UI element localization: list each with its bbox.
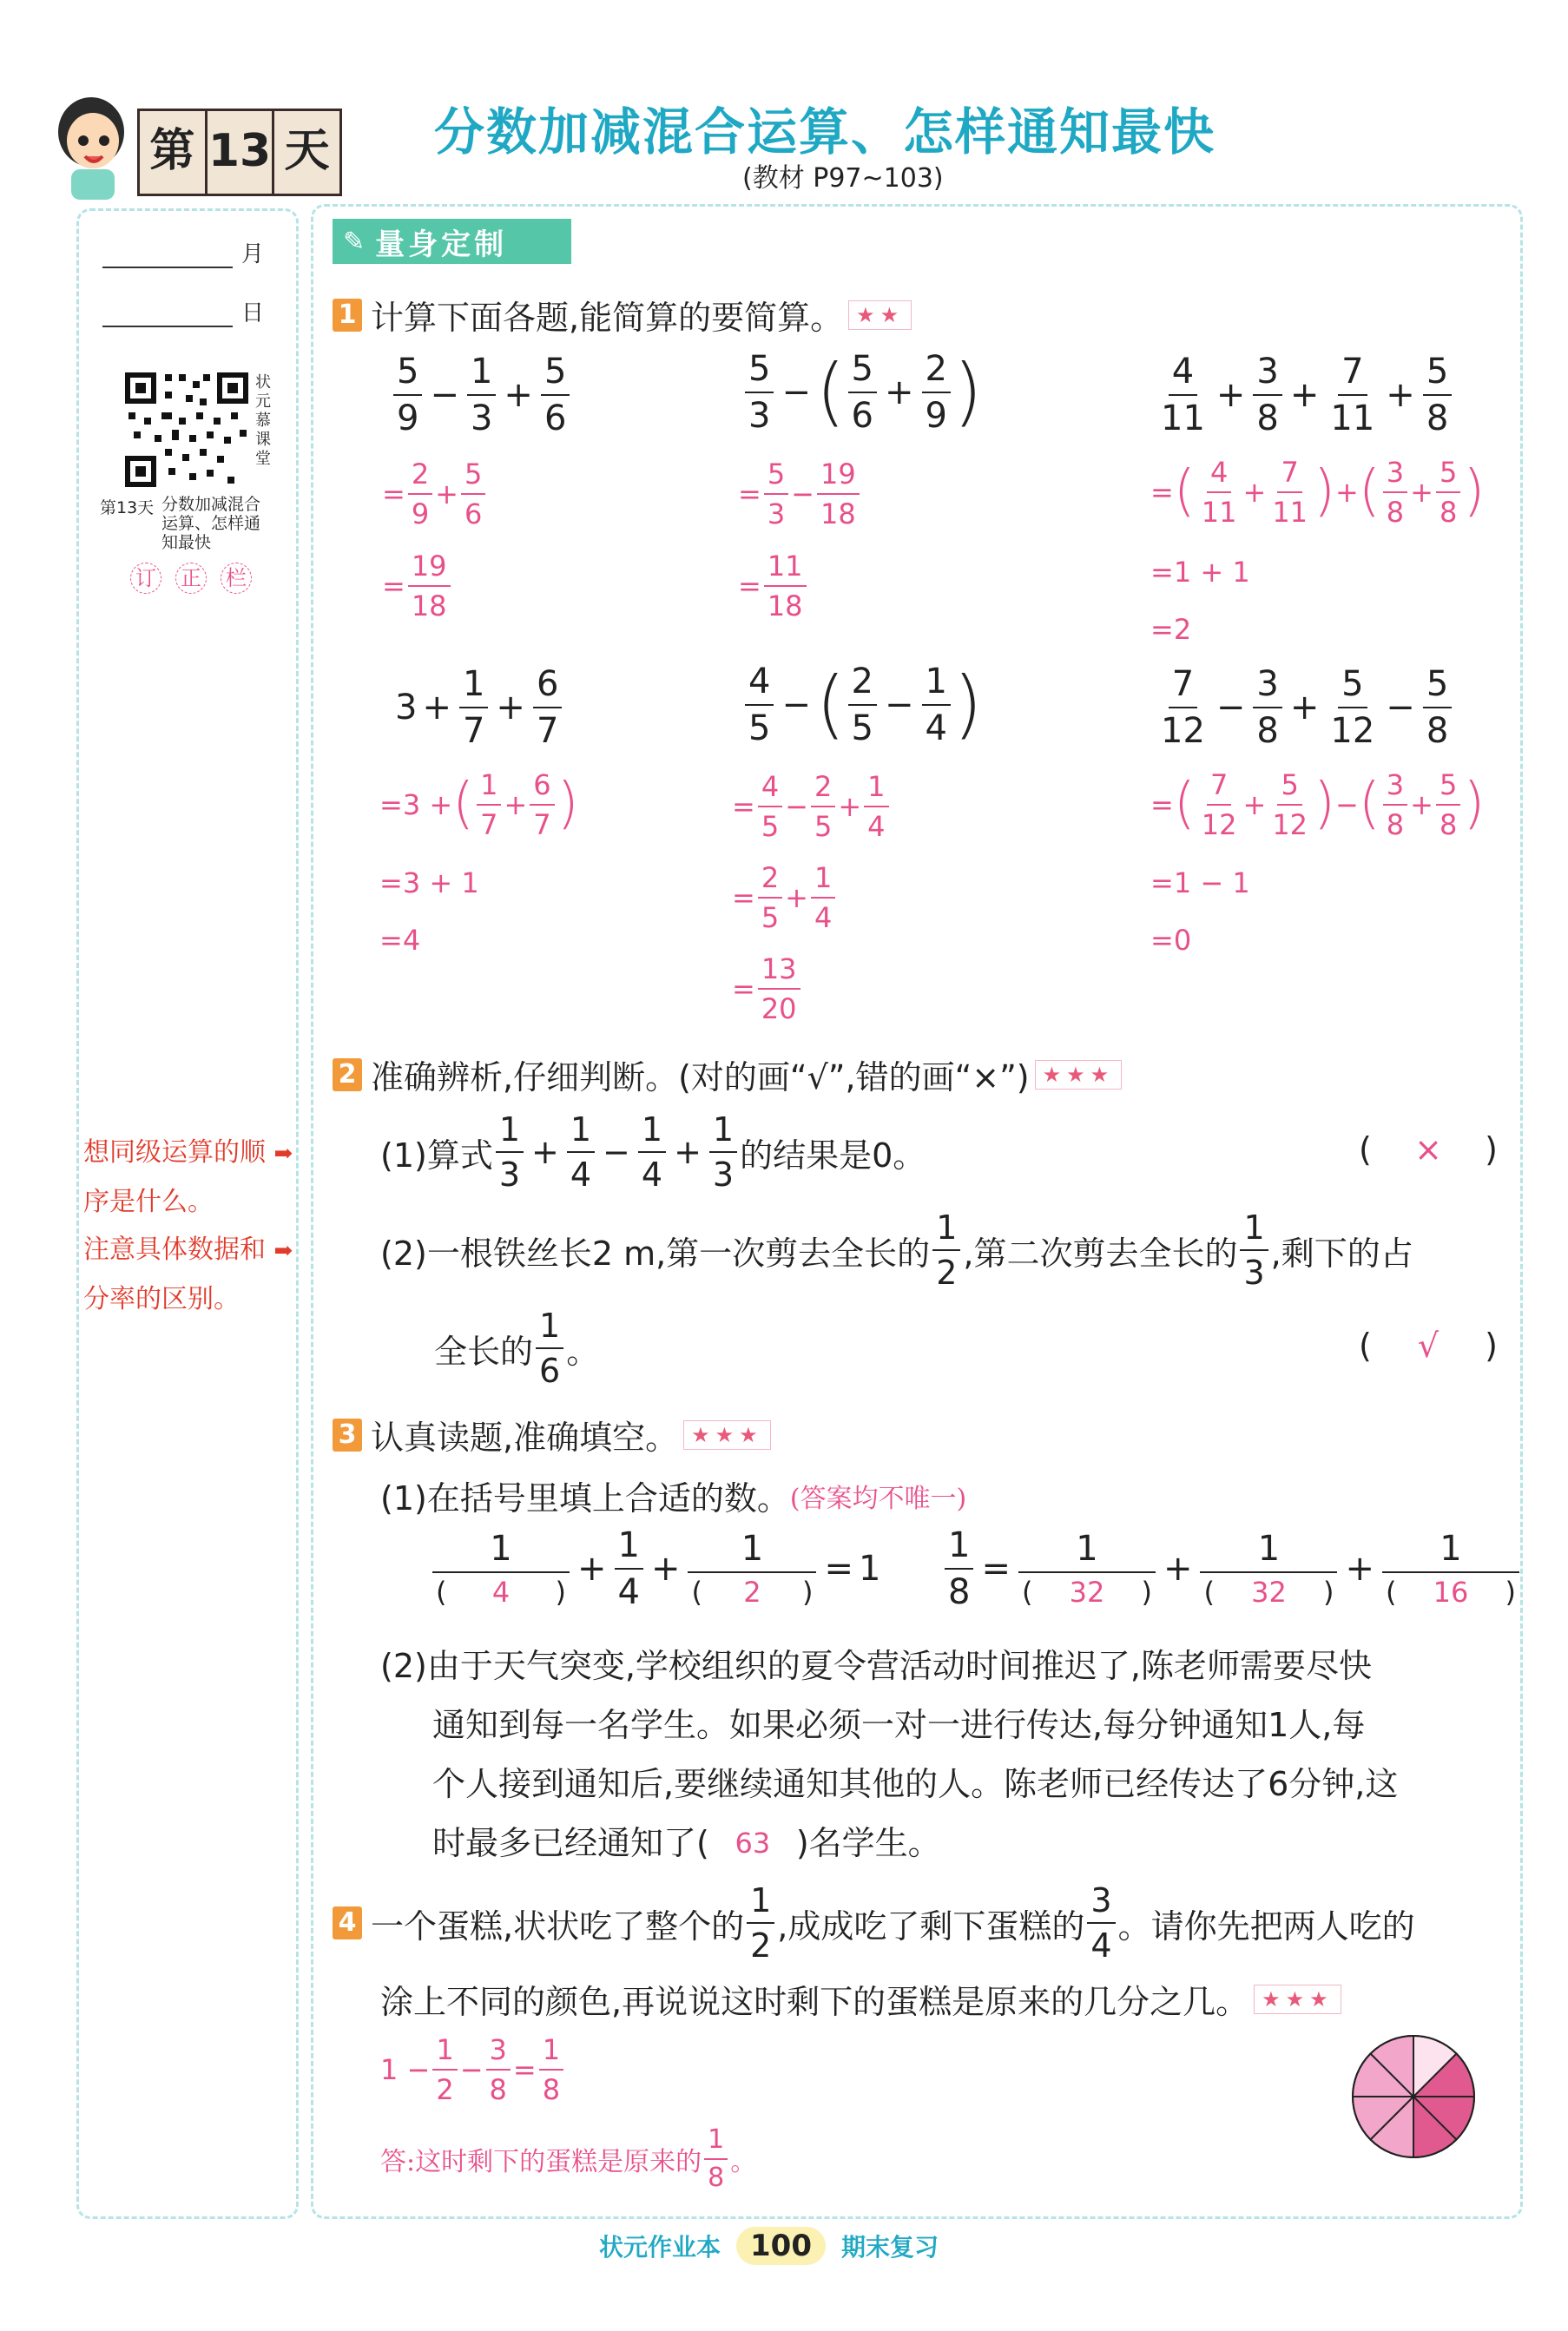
q2-stars: ★★★: [1035, 1060, 1123, 1090]
page-subtitle: (教材 P97~103): [742, 163, 944, 194]
mascot-avatar: [52, 87, 130, 200]
q4-answer-suffix: 。: [730, 2147, 757, 2177]
stamp-char: 栏: [221, 563, 252, 594]
q1-problem-b: 5 3 − ( 5 6 + $\frac{2}{9}$ ): [742, 352, 983, 433]
footer-section: 期末复习: [841, 2233, 939, 2262]
day-badge-char: 第: [140, 111, 208, 194]
q2-item2-end: ,剩下的占: [1270, 1234, 1413, 1273]
qr-side-text: 状元慕课堂: [255, 373, 271, 468]
q3-blank-4[interactable]: 32: [1251, 1576, 1287, 1609]
q1-number: 1: [333, 299, 362, 332]
q2-text: 准确辨析,仔细判断。(对的画“√”,错的画“×”): [371, 1058, 1030, 1096]
q3-equation-right: $\frac{1}{8}$ = 1 ( 32 ) + 1 ( 32 ) + 1 ( 16 ): [942, 1528, 1522, 1610]
pencil-icon: ✎: [343, 226, 366, 257]
correction-stamp: [130, 563, 252, 594]
q4-line2-text: 涂上不同的颜色,再说说这时剩下的蛋糕是原来的几分之几。: [380, 1983, 1249, 2021]
month-label: 月: [241, 241, 265, 267]
q3-blank-2[interactable]: 2: [743, 1576, 761, 1609]
q3-item1: [380, 1472, 966, 1519]
qr-caption-day: 第13天: [100, 498, 155, 517]
stamp-char: 订: [130, 563, 161, 594]
arrow-right-icon: ➡: [273, 1141, 293, 1167]
q1-answer-f-step1: = ( 7 12 + 5 12 ) − ( 3 8 + 5 8 ): [1150, 768, 1486, 841]
hint-data-line1: 注意具体数据和: [83, 1235, 266, 1265]
q2-item1-suffix: 的结果是0。: [740, 1136, 926, 1175]
stamp-char: 正: [175, 563, 207, 594]
q3-item2-last-suffix: )名学生。: [795, 1824, 941, 1862]
hint-order-line2: 序是什么。: [83, 1187, 214, 1217]
footer: [599, 2227, 939, 2265]
q4-text2: ,成成吃了剩下蛋糕的: [777, 1906, 1085, 1946]
q3-header: [333, 1411, 771, 1459]
q1-answer-c-step1: = ( 4 11 + 7 11 ) + ( 3 8 + 5 8 ): [1150, 456, 1486, 529]
q3-item2-line: 个人接到通知后,要继续通知其他的人。陈老师已经传达了6分钟,这: [432, 1765, 1399, 1803]
day-label: 日: [241, 300, 265, 326]
footer-book-name: 状元作业本: [599, 2233, 721, 2262]
q1-problem-c: 4 11 + $\frac{3}{8}$ + $\frac{7}{11}$ + $\frac{5}{8}$: [1155, 354, 1454, 436]
q4-stars: ★★★: [1254, 1985, 1341, 2014]
q1-answer-e-step1: = 4 5 − 2 5 + 1 4: [732, 773, 892, 840]
q4-calculation: 1 − 1 2 − 3 8 = 1 8: [380, 2036, 566, 2104]
section-banner-label: 量身定制: [375, 227, 508, 262]
q3-item2-last-prefix: 时最多已经通知了(: [432, 1824, 709, 1862]
q1-answer-d-step2: =3 + 1: [379, 866, 479, 899]
q2-item1: (1)算式 1 3 + $\frac{1}{4}$ − $\frac{1}{4}$ + $\frac{1}{3}$ 的结果是0。: [380, 1110, 926, 1194]
qr-code[interactable]: [122, 369, 252, 491]
q3-item2-answer[interactable]: 63: [735, 1827, 771, 1860]
section-banner: [333, 219, 571, 264]
q3-number: 3: [333, 1419, 362, 1452]
q3-blank-1[interactable]: 4: [491, 1576, 511, 1609]
q4-answer: 答:这时剩下的蛋糕是原来的 1 8 。: [380, 2124, 757, 2193]
hint-order: [83, 1129, 293, 1227]
day-badge-number: 13: [208, 111, 275, 194]
q2-item2-line2-text: 全长的: [434, 1332, 534, 1371]
q4-number: 4: [333, 1906, 362, 1939]
arrow-right-icon: ➡: [273, 1238, 293, 1264]
page-title: 分数加减混合运算、怎样通知最快: [434, 102, 1216, 161]
hint-data-line2: 分率的区别。: [83, 1284, 240, 1314]
q1-answer-c-step2: =1 + 1: [1150, 556, 1250, 589]
q1-answer-a-step2: = 19 18: [382, 552, 453, 620]
qr-caption: 分数加减混合运算、怎样通知最快: [161, 495, 261, 552]
q3-text: 认真读题,准确填空。: [371, 1419, 679, 1457]
q1-answer-d-step3: =4: [379, 924, 421, 957]
q3-equation-left: 1 ( 4 ) + $\frac{1}{4}$ + 1 ( 2 ) = 1: [430, 1528, 880, 1610]
q1-answer-f-step3: =0: [1150, 924, 1192, 957]
q1-answer-e-step2: = 2 5 + 1 4: [732, 864, 838, 932]
day-badge-char: 天: [284, 124, 330, 177]
q1-answer-e-step3: = 13 20: [732, 955, 803, 1023]
q2-item2-answer: √: [1417, 1327, 1440, 1365]
q4-text3: 。请你先把两人吃的: [1117, 1906, 1415, 1946]
q4-answer-prefix: 答:这时剩下的蛋糕是原来的: [380, 2147, 702, 2177]
q1-problem-d: 3 + $\frac{1}{7}$ + $\frac{6}{7}$: [395, 667, 564, 748]
q1-answer-c-step3: =2: [1150, 613, 1192, 646]
month-blank[interactable]: [102, 240, 233, 268]
q1-answer-b-step2: = 11 18: [738, 552, 809, 620]
q1-answer-a-step1: = 2 9 + 5 6: [382, 460, 488, 528]
q2-header: [333, 1050, 1122, 1098]
q1-problem-a: 5 9 − $\frac{1}{3}$ + $\frac{5}{6}$: [391, 354, 572, 436]
q3-blank-5[interactable]: 16: [1433, 1576, 1469, 1609]
q4-line1: 4 一个蛋糕,状状吃了整个的 1 2 ,成成吃了剩下蛋糕的 3 4 。请你先把两人吃的: [333, 1884, 1415, 1962]
q1-answer-d-step1: =3 + ( 1 7 + 6 7 ): [379, 768, 579, 841]
q1-answer-f-step2: =1 − 1: [1150, 866, 1250, 899]
day-blank[interactable]: [102, 300, 233, 327]
q2-item2-text: (2)一根铁丝长2 m,第一次剪去全长的: [380, 1234, 931, 1273]
q2-item1-prefix: (1)算式: [380, 1136, 493, 1175]
q1-stars: ★★: [848, 300, 912, 330]
q2-number: 2: [333, 1058, 362, 1091]
page-number: 100: [736, 2227, 826, 2265]
q4-line2: [380, 1975, 1341, 2023]
cake-pie-diagram[interactable]: [1348, 2031, 1479, 2162]
q1-header: [333, 291, 912, 339]
q3-item2-line: 通知到每一名学生。如果必须一对一进行传达,每分钟通知1人,每: [432, 1706, 1366, 1744]
q3-item1-note: (答案均不唯一): [789, 1483, 967, 1514]
hint-data: [83, 1226, 293, 1324]
month-field[interactable]: [102, 236, 276, 268]
q2-item1-answer-box[interactable]: ( × ): [1359, 1130, 1498, 1169]
day-field[interactable]: [102, 295, 276, 327]
q2-item2-line2: 全长的 1 6 。: [434, 1307, 600, 1390]
q3-item1-text: (1)在括号里填上合适的数。: [380, 1479, 790, 1518]
q1-text: 计算下面各题,能简算的要简算。: [371, 299, 844, 337]
q1-problem-f: 7 12 − $\frac{3}{8}$ + $\frac{5}{12}$ − $\frac{5}{8}$: [1155, 667, 1454, 748]
q2-item2-answer-box[interactable]: ( √ ): [1359, 1327, 1498, 1365]
q3-item2: [380, 1636, 1398, 1873]
q1-problem-e: 4 5 − ( 2 5 − $\frac{1}{4}$ ): [742, 664, 983, 746]
q3-blank-3[interactable]: 32: [1069, 1576, 1105, 1609]
q2-item2-mid: ,第二次剪去全长的: [963, 1234, 1238, 1273]
hint-order-line1: 想同级运算的顺: [83, 1137, 266, 1168]
q3-item2-line: (2)由于天气突变,学校组织的夏令营活动时间推迟了,陈老师需要尽快: [380, 1647, 1372, 1685]
q3-stars: ★★★: [683, 1420, 771, 1450]
q4-text1: 一个蛋糕,状状吃了整个的: [371, 1906, 745, 1946]
q2-item2: (2)一根铁丝长2 m,第一次剪去全长的 1 2 ,第二次剪去全长的 1 3 ,剩下的占: [380, 1208, 1413, 1292]
day-badge: [137, 109, 342, 196]
q1-answer-b-step1: = 5 3 − 19 18: [738, 460, 862, 528]
q2-item1-answer: ×: [1414, 1130, 1442, 1169]
